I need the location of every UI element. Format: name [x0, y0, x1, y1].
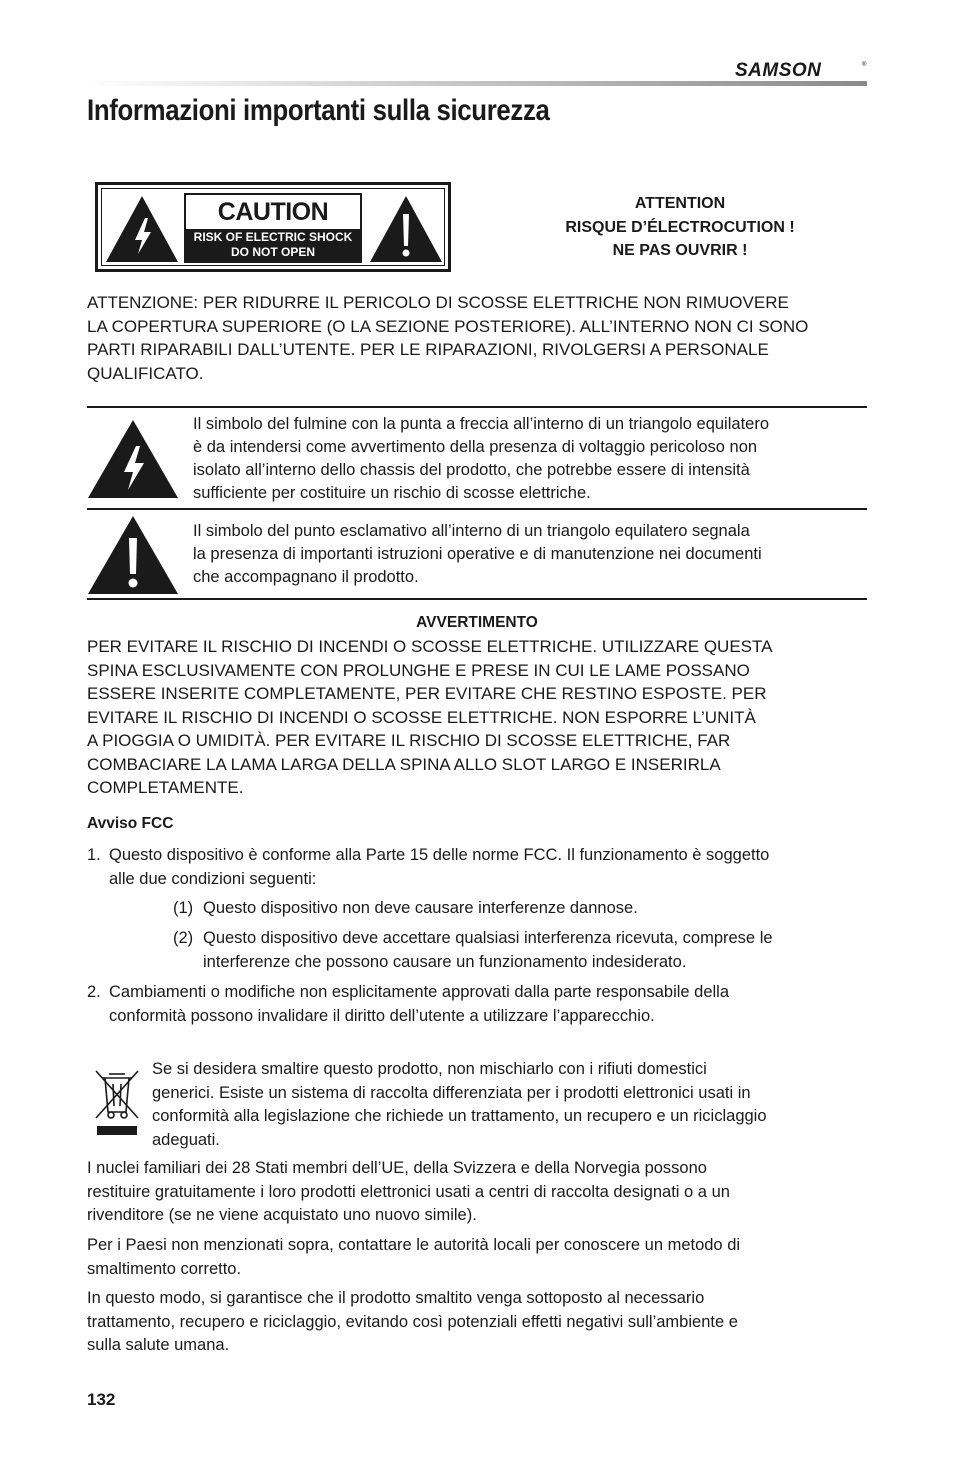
lightning-description-line: sufficiente per costituire un rischio di scosse elettriche.: [193, 484, 591, 502]
fcc-sub1-number: (1): [173, 899, 194, 917]
exclamation-description-line: che accompagnano il prodotto.: [193, 568, 419, 586]
caution-subtext-line1: RISK OF ELECTRIC SHOCK: [193, 230, 353, 244]
avvertimento-line: COMPLETAMENTE.: [87, 778, 244, 797]
lightning-description-line: isolato all’interno dello chassis del prodotto, che potrebbe essere di intensità: [193, 461, 750, 479]
samson-logo: [735, 58, 867, 80]
weee-paragraph-benefits: [87, 1287, 877, 1358]
weee-benefits-line: sulla salute umana.: [87, 1336, 230, 1354]
exclamation-triangle-icon: [86, 514, 180, 596]
symbols-top-rule: [87, 406, 867, 408]
attenzione-line: PARTI RIPARABILI DALL’UTENTE. PER LE RIPARAZIONI, RIVOLGERSI A PERSONALE: [87, 340, 769, 359]
attenzione-paragraph: [87, 291, 877, 385]
avvertimento-line: ESSERE INSERITE COMPLETAMENTE, PER EVITARE CHE RESTINO ESPOSTE. PER: [87, 684, 767, 703]
fcc-item1-number: 1.: [87, 846, 101, 864]
page-number: 132: [87, 1390, 116, 1409]
caution-label-box: [95, 182, 451, 272]
fcc-sub2-number: (2): [173, 929, 194, 947]
avvertimento-paragraph: [87, 635, 877, 800]
attenzione-line: LA COPERTURA SUPERIORE (O LA SEZIONE POSTERIORE). ALL’INTERNO NON CI SONO: [87, 316, 809, 336]
fcc-heading: Avviso FCC: [87, 815, 174, 832]
weee-paragraph-other-countries: [87, 1234, 877, 1281]
attention-line3: NE PAS OUVRIR !: [612, 242, 748, 259]
fcc-item1-line: alle due condizioni seguenti:: [109, 869, 317, 888]
avvertimento-line: EVITARE IL RISCHIO DI INCENDI O SCOSSE ELETTRICHE. NON ESPORRE L’UNITÀ: [87, 707, 756, 727]
symbols-bottom-rule: [87, 598, 867, 600]
exclamation-warning-icon: [368, 194, 444, 264]
avvertimento-line: SPINA ESCLUSIVAMENTE CON PROLUNGHE E PRESE IN CUI LE LAME POSSANO: [87, 660, 750, 680]
weee-paragraph-eu: [87, 1157, 877, 1228]
avvertimento-line: A PIOGGIA O UMIDITÀ. PER EVITARE IL RISCHIO DI SCOSSE ELETTRICHE, FAR: [87, 731, 731, 750]
lightning-symbol-description: [193, 413, 873, 505]
brand-logo-text: SAMSON: [735, 60, 822, 80]
weee-benefits-line: trattamento, recupero e riciclaggio, evitando così potenziali effetti negativi sull’ambiente e: [87, 1312, 738, 1331]
caution-subtext: [186, 229, 360, 262]
weee-intro: [152, 1058, 877, 1152]
symbols-middle-rule: [87, 508, 867, 510]
attenzione-line: QUALIFICATO.: [87, 363, 204, 383]
weee-intro-line: generici. Esiste un sistema di raccolta differenziata per i prodotti elettronici usati in: [152, 1083, 751, 1102]
caution-panel: [184, 193, 362, 263]
caution-subtext-line2: DO NOT OPEN: [230, 245, 315, 259]
fcc-item2-text: [109, 981, 879, 1028]
attention-french-block: [560, 192, 800, 263]
attention-line2: RISQUE D’ÉLECTROCUTION !: [565, 218, 795, 236]
weee-benefits-line: In questo modo, si garantisce che il prodotto smaltito venga sottoposto al necessario: [87, 1289, 705, 1307]
lightning-warning-icon: [104, 194, 180, 264]
attenzione-line: ATTENZIONE: PER RIDURRE IL PERICOLO DI SCOSSE ELETTRICHE NON RIMUOVERE: [87, 293, 789, 312]
header-rule: [87, 81, 867, 86]
avvertimento-heading: AVVERTIMENTO: [416, 614, 538, 631]
fcc-sub2-line: Questo dispositivo deve accettare qualsiasi interferenza ricevuta, comprese le: [203, 929, 773, 947]
weee-other-line: smaltimento corretto.: [87, 1259, 242, 1278]
fcc-sub2-line: interferenze che possono causare un funzionamento indesiderato.: [203, 952, 687, 971]
exclamation-description-line: la presenza di importanti istruzioni operative e di manutenzione nei documenti: [193, 545, 762, 563]
trademark-mark: ®: [862, 62, 867, 68]
page-title: Informazioni importanti sulla sicurezza: [87, 94, 550, 127]
fcc-item2-line: Cambiamenti o modifiche non esplicitamente approvati dalla parte responsabile della: [109, 983, 730, 1001]
lightning-triangle-icon: [86, 418, 180, 500]
weee-eu-line: I nuclei familiari dei 28 Stati membri dell’UE, della Svizzera e della Norvegia possono: [87, 1159, 707, 1177]
fcc-item2-number: 2.: [87, 983, 101, 1001]
caution-word: CAUTION: [217, 198, 329, 226]
lightning-description-line: è da intendersi come avvertimento della presenza di voltaggio pericoloso non: [193, 438, 758, 456]
fcc-item2-line: conformità possono invalidare il diritto dell’utente a utilizzare l’apparecchio.: [109, 1006, 655, 1025]
fcc-sub2-text: [203, 927, 873, 974]
avvertimento-line: PER EVITARE IL RISCHIO DI INCENDI O SCOSSE ELETTRICHE. UTILIZZARE QUESTA: [87, 637, 773, 656]
attention-line1: ATTENTION: [634, 195, 726, 212]
weee-intro-line: adeguati.: [152, 1130, 220, 1149]
fcc-item1-line: Questo dispositivo è conforme alla Parte 15 delle norme FCC. Il funzionamento è soggetto: [109, 846, 770, 864]
fcc-item1-text: [109, 844, 879, 891]
weee-intro-line: Se si desidera smaltire questo prodotto, non mischiarlo con i rifiuti domestici: [152, 1060, 707, 1078]
crossed-out-bin-icon: [93, 1068, 141, 1136]
weee-eu-line: restituire gratuitamente i loro prodotti elettronici usati a centri di raccolta designati o a un: [87, 1182, 730, 1201]
fcc-sub1-text: Questo dispositivo non deve causare interferenze dannose.: [203, 899, 638, 917]
exclamation-symbol-description: [193, 520, 873, 589]
exclamation-description-line: Il simbolo del punto esclamativo all’interno di un triangolo equilatero segnala: [193, 522, 750, 540]
lightning-description-line: Il simbolo del fulmine con la punta a freccia all’interno di un triangolo equilatero: [193, 415, 770, 433]
weee-intro-line: conformità alla legislazione che richiede un trattamento, un recupero e un riciclaggio: [152, 1107, 767, 1125]
weee-eu-line: rivenditore (se ne viene acquistato uno nuovo simile).: [87, 1206, 477, 1224]
avvertimento-line: COMBACIARE LA LAMA LARGA DELLA SPINA ALLO SLOT LARGO E INSERIRLA: [87, 754, 721, 774]
weee-other-line: Per i Paesi non menzionati sopra, contattare le autorità locali per conoscere un metodo di: [87, 1236, 741, 1254]
